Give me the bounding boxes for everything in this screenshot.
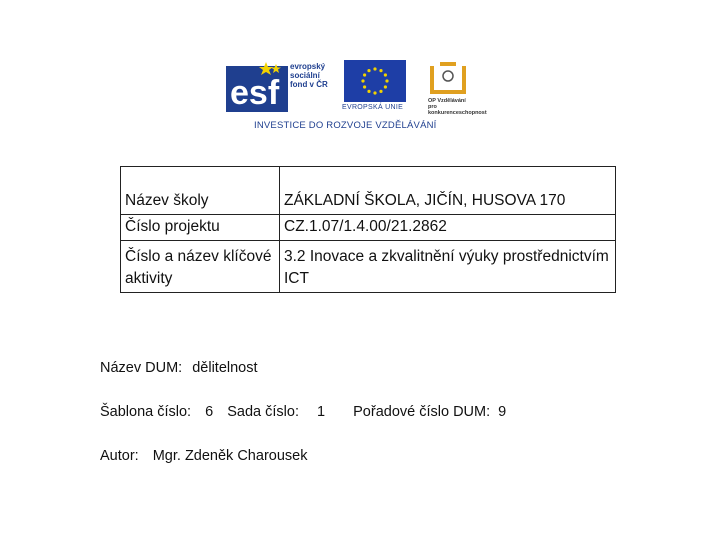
table-row: [121, 241, 616, 293]
poradi-label: Pořadové číslo DUM:: [353, 404, 491, 420]
autor-line: [100, 448, 307, 464]
sablona-line: [100, 404, 506, 420]
table-value: ZÁKLADNÍ ŠKOLA, JIČÍN, HUSOVA 170: [280, 167, 616, 215]
eu-label: EVROPSKÁ UNIE: [342, 104, 404, 111]
op-logo-icon: [426, 58, 470, 98]
table-label: Číslo projektu: [121, 215, 280, 241]
dum-line: [100, 360, 258, 376]
autor-value: Mgr. Zdeněk Charousek: [152, 448, 308, 464]
op-label: [428, 98, 487, 116]
esf-text: [290, 62, 328, 89]
esf-line: sociální: [290, 71, 320, 80]
svg-text:esf: esf: [230, 74, 280, 112]
sada-label: Sada číslo:: [227, 404, 299, 420]
info-table: [120, 166, 616, 293]
autor-label: Autor:: [100, 448, 139, 464]
esf-logo-icon: [226, 60, 288, 112]
dum-label: Název DUM:: [100, 360, 183, 376]
sablona-label: Šablona číslo:: [100, 404, 192, 420]
table-row: [121, 167, 616, 215]
table-label: Číslo a název klíčové aktivity: [121, 241, 280, 293]
esf-line: fond v ČR: [290, 80, 328, 89]
op-line: pro konkurenceschopnost: [428, 104, 487, 116]
table-label: Název školy: [121, 167, 280, 215]
table-row: [121, 215, 616, 241]
table-value: 3.2 Inovace a zkvalitnění výuky prostřednictvím ICT: [280, 241, 616, 293]
logo-band: [226, 56, 486, 138]
tagline: INVESTICE DO ROZVOJE VZDĚLÁVÁNÍ: [254, 120, 437, 131]
sada-value: 1: [317, 404, 326, 420]
table-value: CZ.1.07/1.4.00/21.2862: [280, 215, 616, 241]
op-line: OP Vzdělávání: [428, 98, 466, 104]
poradi-value: 9: [498, 404, 507, 420]
eu-flag-icon: [344, 60, 406, 102]
esf-line: evropský: [290, 62, 326, 71]
sablona-value: 6: [205, 404, 214, 420]
dum-value: dělitelnost: [192, 360, 258, 376]
